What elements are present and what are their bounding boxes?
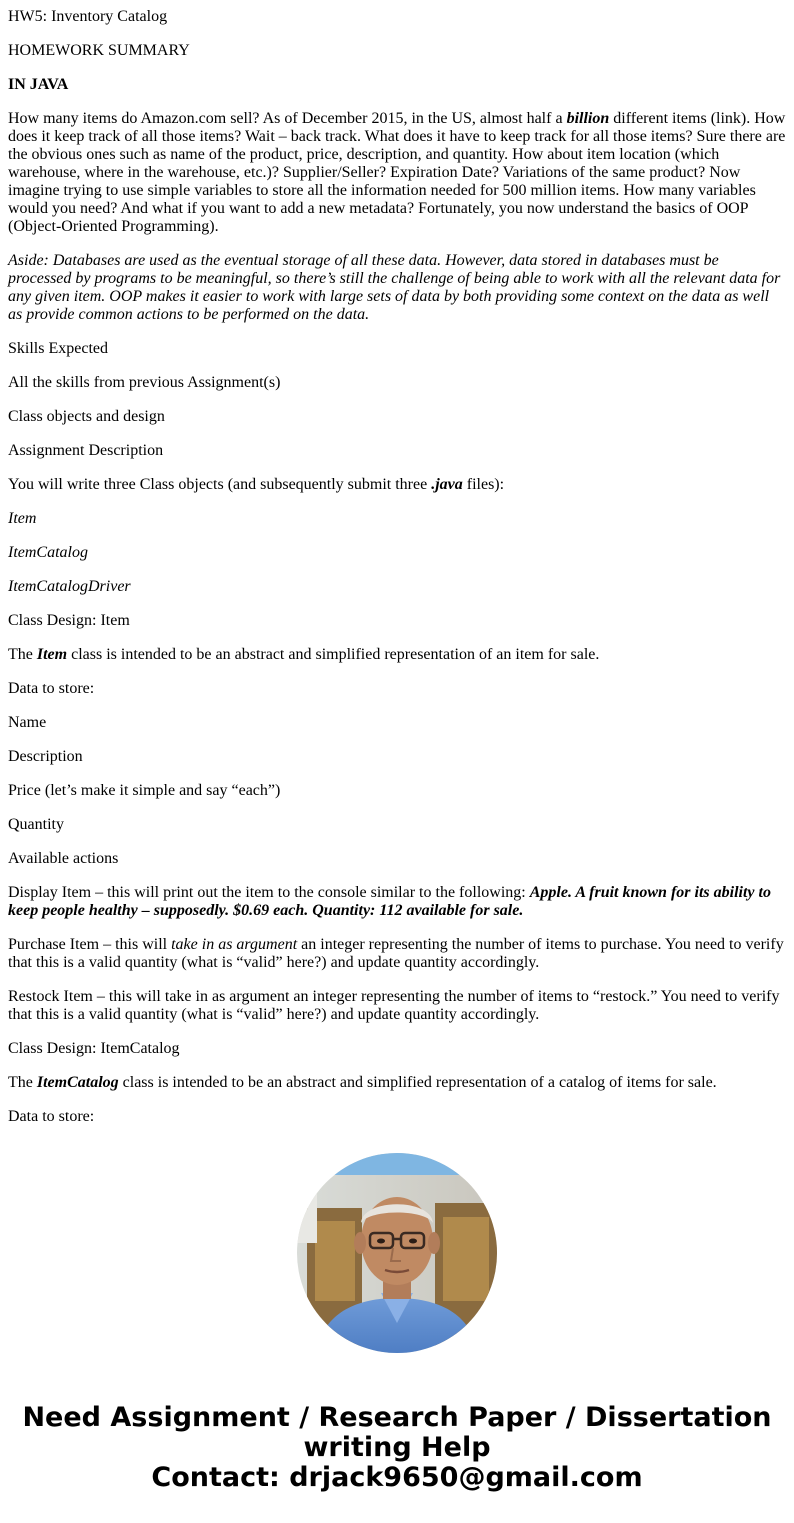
catalog-data-heading: Data to store: [8, 1108, 95, 1125]
item-data-heading: Data to store: [8, 680, 95, 697]
skill-item: Class objects and design [8, 408, 165, 425]
actions-heading: Available actions [8, 850, 119, 867]
class-file-item: ItemCatalogDriver [8, 578, 131, 595]
data-field-item: Quantity [8, 816, 64, 833]
catalog-design-intro: The ItemCatalog class is intended to be an abstract and simplified representation of a catalog of items for sale. [8, 1074, 717, 1091]
data-field-item: Name [8, 714, 47, 731]
item-design-intro: The Item class is intended to be an abstract and simplified representation of an item for sale. [8, 646, 600, 663]
document-title: HW5: Inventory Catalog [8, 8, 168, 25]
person-photo-icon [297, 1153, 497, 1353]
aside-paragraph: Aside: Databases are used as the eventual storage of all these data. However, data stored in databases must be processed by programs to be meaningful, so there’s still the challenge of being able to work with all the relevant data for any given item. OOP makes it easier to work with large sets of data by both providing some context on the data as well as provide common actions to be performed on the data. [8, 252, 781, 323]
assignment-intro: You will write three Class objects (and subsequently submit three .java files): [8, 476, 505, 493]
promo-line: writing Help [303, 1432, 491, 1463]
restock-action: Restock Item – this will take in as argument an integer representing the number of items to “restock.” You need to verify that this is a valid quantity (what is “valid” here?) and update quantity accordingly. [8, 988, 780, 1023]
assignment-heading: Assignment Description [8, 442, 164, 459]
promo-line: Need Assignment / Research Paper / Dissertation [22, 1402, 772, 1433]
display-action: Display Item – this will print out the item to the console similar to the following: Apple. A fruit known for its ability to keep people healthy – supposedly. $0.69 each. Quantity: 112 available for sale. [8, 884, 771, 919]
skills-heading: Skills Expected [8, 340, 108, 357]
avatar [297, 1153, 497, 1353]
item-design-heading: Class Design: Item [8, 612, 130, 629]
catalog-design-heading: Class Design: ItemCatalog [8, 1040, 180, 1057]
promo-text [0, 1403, 794, 1493]
promo-contact: Contact: drjack9650@gmail.com [151, 1462, 643, 1493]
summary-heading: HOMEWORK SUMMARY [8, 42, 190, 59]
class-file-item: Item [8, 510, 37, 527]
intro-paragraph: How many items do Amazon.com sell? As of December 2015, in the US, almost half a billion different items (link). How does it keep track of all those items? Wait – back track. What does it have to keep track for all those items? Sure there are the obvious ones such as name of the product, price, description, and quantity. How about item location (which warehouse, where in the warehouse, etc.)? Supplier/Seller? Expiration Date? Variations of the same product? Now imagine trying to use simple variables to store all the information needed for 500 million items. How many variables would you need? And what if you want to add a new metadata? Fortunately, you now understand the basics of OOP (Object-Oriented Programming). [8, 110, 786, 235]
data-field-item: Price (let’s make it simple and say “each”) [8, 782, 281, 799]
skill-item: All the skills from previous Assignment(s) [8, 374, 281, 391]
promo-banner [0, 1150, 794, 1493]
purchase-action: Purchase Item – this will take in as argument an integer representing the number of items to purchase. You need to verify that this is a valid quantity (what is “valid” here?) and update quantity accordingly. [8, 936, 784, 971]
class-file-item: ItemCatalog [8, 544, 88, 561]
data-field-item: Description [8, 748, 83, 765]
language-heading: IN JAVA [8, 76, 69, 93]
